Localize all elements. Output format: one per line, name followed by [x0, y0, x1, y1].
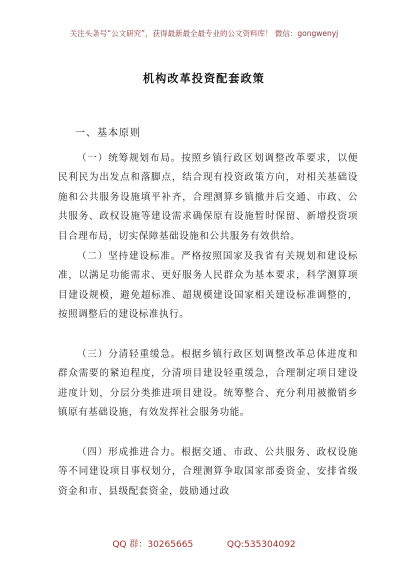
section-heading: 一、基本原则 [75, 128, 141, 139]
document-title: 机构改革投资配套政策 [143, 72, 265, 85]
paragraph-2: （二）坚持建设标准。严格按照国家及我省有关规划和建设标准，以满足功能需求、更好服务人民群众为基本要求，科学测算项目建设规模，避免超标准、超规模建设国家相关建设标准调整的，按照调整后的建设标准执行。 [58, 250, 358, 321]
footer-qq-group: QQ 群：30265665 [112, 540, 194, 550]
header-banner: 关注头条号“公文研究”，获得最新最全最专业的公文资料库！ 微信：gongwenyj [69, 29, 339, 38]
paragraph-1: （一）统筹规划布局。按照乡镇行政区划调整改革要求，以便民利民为出发点和落脚点，结合现有投资政策方向，对相关基础设施和公共服务设施填平补齐，合理测算乡镇撤并后交通、市政、公共服务、政权设施等建设需求确保原有设施暂时保留、新增投资项目合理布局，切实保障基础设施和公共服务有效供给。 [58, 152, 358, 242]
paragraph-4: （四）形成推进合力。根据交通、市政、公共服务、政权设施等不同建设项目事权划分，合理测算争取国家部委资金、安排省级资金和市、县级配套资金，鼓励通过政 [58, 446, 358, 497]
footer-qq: QQ:535304092 [226, 540, 296, 550]
footer-contact [0, 537, 408, 550]
paragraph-3: （三）分清轻重缓急。根据乡镇行政区划调整改革总体进度和群众需要的紧迫程度，分清项目建设轻重缓急，合理制定项目建设进度计划，分层分类推进项目建设。统筹整合、充分利用被撤销乡镇原有基础设施，有效发挥社会服务功能。 [58, 348, 358, 419]
